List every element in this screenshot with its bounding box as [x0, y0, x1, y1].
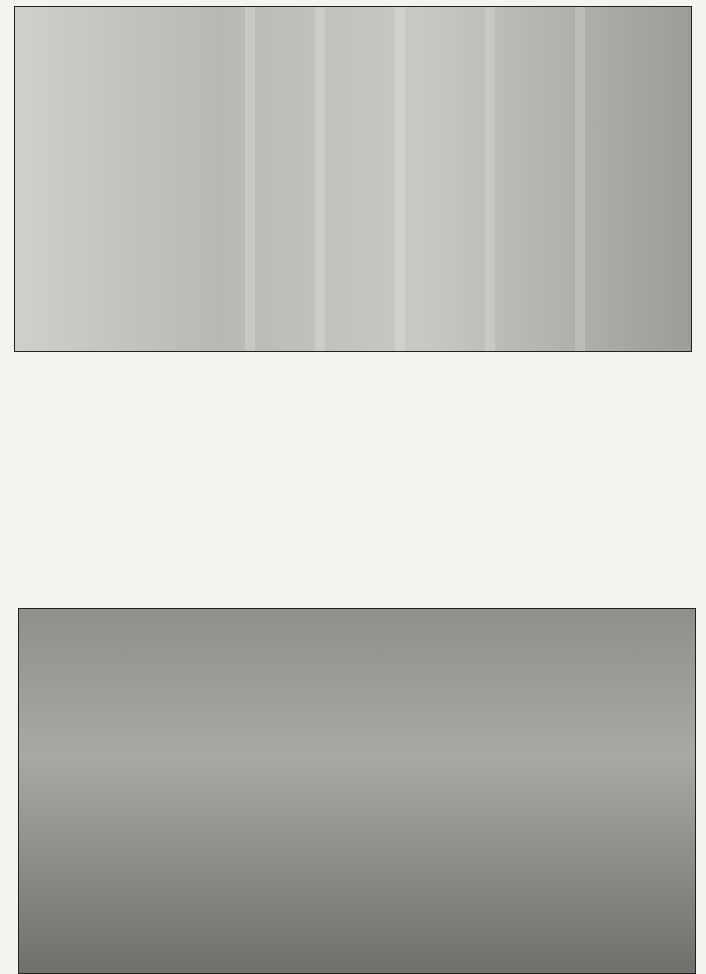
- curtain-fold: [315, 7, 325, 351]
- curtain-fold: [485, 7, 495, 351]
- curtain-fold: [575, 7, 585, 351]
- curtain-fold: [245, 7, 255, 351]
- secretaries-club-photo: [18, 608, 696, 974]
- service-club-photo: [14, 6, 692, 352]
- curtain-fold: [395, 7, 405, 351]
